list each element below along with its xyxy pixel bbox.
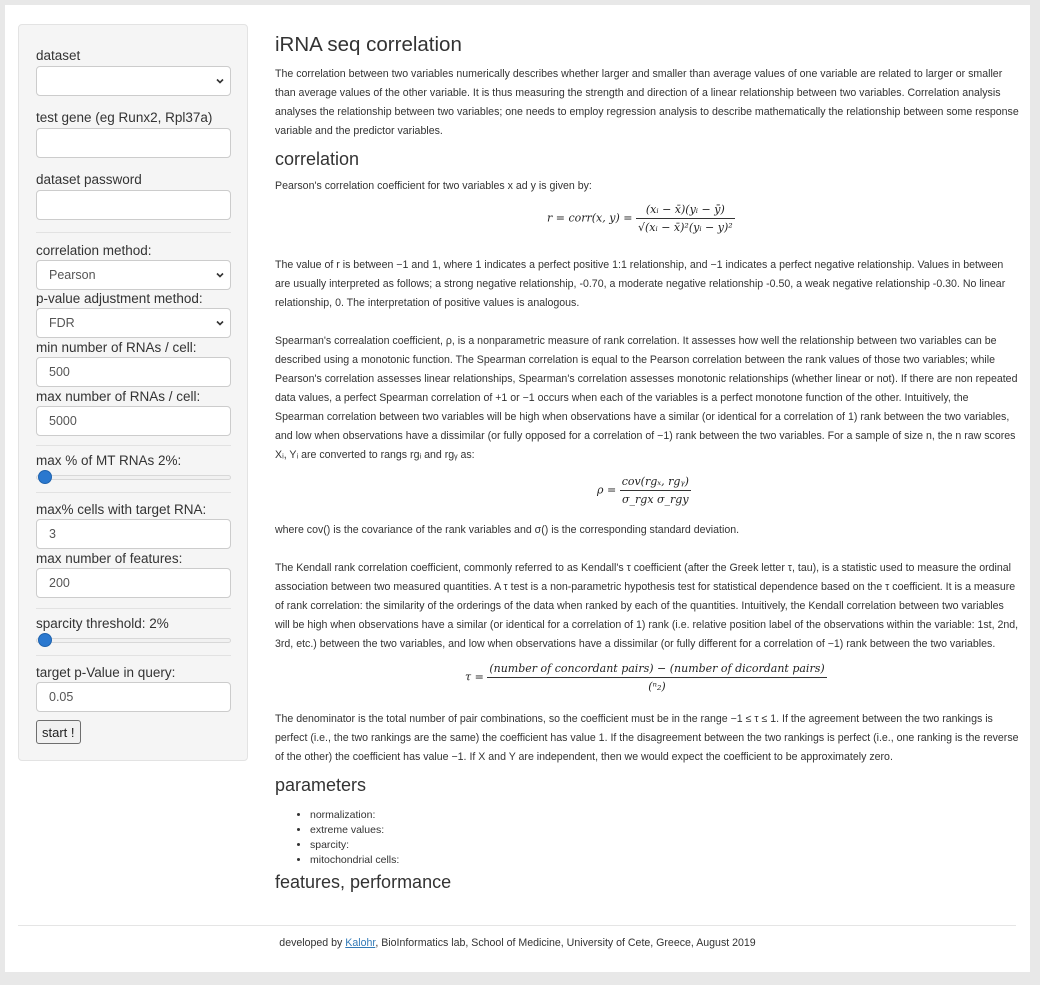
sparcity-label: sparcity threshold: 2%: [36, 616, 169, 631]
footer: [5, 937, 1030, 949]
parameters-heading: parameters: [275, 775, 367, 795]
page-title: iRNA seq correlation: [275, 33, 462, 56]
kendall-fraction: [487, 662, 826, 693]
sparcity-slider[interactable]: [36, 633, 231, 647]
kendall-text: The Kendall rank correlation coefficient, commonly referred to as Kendall's τ coefficient (after the Greek letter τ, tau), is a statistic used to measure the ordinal association between two measured quantities. A τ test is a non-parametric hypothesis test for statistical dependence based on the τ coefficient. It is a measure of rank correlation: the similarity of the orderings of the data when ranked by each of the quantities. Intuitively, the Kendall correlation between two variables will be high when observations have a similar (or identical for a correlation of 1) rank (i.e. relative position label of the observations within the variable: 1st, 2nd, 3rd, etc.) between the two variables, and low when observations have a dissimilar (or fully different for a correlation of −1) rank between the two variables.: [275, 562, 1019, 650]
chevron-down-icon: [216, 77, 224, 85]
dataset-label: dataset: [36, 48, 81, 63]
pearson-equation: [547, 203, 735, 234]
list-item: • mitochondrial cells:: [310, 853, 399, 868]
slider-handle[interactable]: [38, 470, 52, 484]
parameters-list: [310, 808, 399, 868]
max-cells-target-input[interactable]: [36, 519, 231, 549]
slider-handle[interactable]: [38, 633, 52, 647]
min-rnas-value: 500: [49, 365, 70, 379]
list-item: • sparcity:: [310, 838, 399, 853]
max-rnas-input[interactable]: [36, 406, 231, 436]
pearson-intro: Pearson's correlation coefficient for two variables x ad y is given by:: [275, 180, 592, 192]
pvalue-adjustment-select[interactable]: [36, 308, 231, 338]
sidebar-panel: [18, 24, 248, 761]
test-gene-input[interactable]: [36, 128, 231, 158]
pvalue-adjustment-label: p-value adjustment method:: [36, 291, 203, 306]
pearson-lhs: r = corr(x, y) =: [547, 211, 633, 225]
kendall-equation: [465, 662, 827, 693]
kendall-numerator: (number of concordant pairs) − (number of dicordant pairs): [489, 662, 825, 675]
spearman-equation: [597, 475, 691, 506]
page: [5, 5, 1030, 972]
max-mt-slider[interactable]: [36, 470, 231, 484]
dataset-select[interactable]: [36, 66, 231, 96]
target-pvalue-value: 0.05: [49, 690, 74, 704]
correlation-heading: correlation: [275, 149, 360, 169]
footer-suffix: , BioInformatics lab, School of Medicine, University of Cete, Greece, August 2019: [375, 937, 756, 949]
max-cells-target-value: 3: [49, 527, 56, 541]
list-item: • extreme values:: [310, 823, 399, 838]
max-features-value: 200: [49, 576, 70, 590]
divider: [36, 608, 231, 609]
divider: [36, 492, 231, 493]
spearman-where: where cov() is the covariance of the rank variables and σ() is the corresponding standard deviation.: [275, 524, 740, 536]
max-features-label: max number of features:: [36, 551, 183, 566]
divider: [36, 655, 231, 656]
max-cells-target-label: max% cells with target RNA:: [36, 502, 207, 517]
spearman-numerator: cov(rgₓ, rgᵧ): [621, 475, 689, 488]
max-features-input[interactable]: [36, 568, 231, 598]
max-mt-label: max % of MT RNAs 2%:: [36, 453, 182, 468]
pearson-numerator: (xᵢ − x̄)(yᵢ − ȳ): [645, 203, 725, 216]
correlation-method-value: Pearson: [49, 268, 96, 282]
pvalue-adjustment-value: FDR: [49, 316, 75, 330]
footer-divider: [18, 925, 1016, 926]
pearson-interpretation: The value of r is between −1 and 1, where 1 indicates a perfect positive 1:1 relationship, and −1 indicates a perfect negative relationship. Values in between are usually interpreted as follows; a strong negative relationship, -0.70, a moderate negative relationship -0.50, a weak negative relationship -0.30. No linear relationship, 0. The interpretation of positive values is analogous.: [275, 259, 1006, 309]
divider: [36, 445, 231, 446]
target-pvalue-input[interactable]: [36, 682, 231, 712]
spearman-fraction: [620, 475, 691, 506]
chevron-down-icon: [216, 319, 224, 327]
dataset-password-input[interactable]: [36, 190, 231, 220]
spearman-text: Spearman's correalation coefficient, ρ, is a nonparametric measure of rank correlation. It assesses how well the relationship between two variables can be described using a monotonic function. The Spearman correlation is equal to the Pearson correlation between the rank values of those two variables; while Pearson's correlation assesses linear relationships, Spearman's correlation assesses monotonic relationships (whether linear or not). If there are non repeated data values, a perfect Spearman correlation of +1 or −1 occurs when each of the variables is a perfect monotone function of the other. Intuitively, the Spearman correlation between two variables will be high when observations have a similar (or identical for a correlation of 1) rank between the two variables, and low when observations have a dissimilar (or fully opposed for a correlation of −1) rank between the two variables. For a sample of size n, the n raw scores Xᵢ, Yᵢ are converted to rangs rgᵢ and rgᵧ as:: [275, 335, 1018, 461]
kendall-lhs: τ =: [465, 670, 484, 684]
kendall-denominator: (ⁿ₂): [487, 677, 826, 693]
slider-track: [36, 638, 231, 643]
min-rnas-input[interactable]: [36, 357, 231, 387]
start-button[interactable]: start !: [36, 720, 81, 744]
min-rnas-label: min number of RNAs / cell:: [36, 340, 197, 355]
chevron-down-icon: [216, 271, 224, 279]
max-rnas-value: 5000: [49, 414, 77, 428]
slider-track: [36, 475, 231, 480]
test-gene-label: test gene (eg Runx2, Rpl37a): [36, 110, 213, 125]
dataset-password-label: dataset password: [36, 172, 142, 187]
spearman-lhs: ρ =: [597, 483, 617, 497]
kendall-denominator-text: The denominator is the total number of pair combinations, so the coefficient must be in the range −1 ≤ τ ≤ 1. If the agreement between the two rankings is perfect (i.e., the two rankings are the same) the coefficient has value 1. If the disagreement between the two rankings is perfect (i.e., one ranking is the reverse of the other) the coefficient has value −1. If X and Y are independent, then we would expect the coefficient to be approximately zero.: [275, 713, 1019, 763]
pearson-fraction: [636, 203, 735, 234]
intro-text: The correlation between two variables numerically describes whether larger and smaller than average values of one variable are related to larger or smaller than average values of the other variable. It is thus measuring the strength and direction of a linear relationship between two variables. Correlation analysis analyses the relationship between two variables; one needs to employ regression analysis to describe mathematically the relationship between some response variable and the predictor variables.: [275, 68, 1019, 137]
target-pvalue-label: target p-Value in query:: [36, 665, 176, 680]
spearman-denominator: σ_rgx σ_rgy: [620, 490, 691, 506]
pearson-denominator: √(xᵢ − x̄)²(yᵢ − y)²: [636, 218, 735, 234]
max-rnas-label: max number of RNAs / cell:: [36, 389, 201, 404]
correlation-method-label: correlation method:: [36, 243, 152, 258]
footer-prefix: developed by: [279, 937, 346, 949]
author-link[interactable]: Kalohr: [345, 937, 376, 949]
list-item: • normalization:: [310, 808, 399, 823]
divider: [36, 232, 231, 233]
features-heading: features, performance: [275, 872, 452, 892]
correlation-method-select[interactable]: [36, 260, 231, 290]
